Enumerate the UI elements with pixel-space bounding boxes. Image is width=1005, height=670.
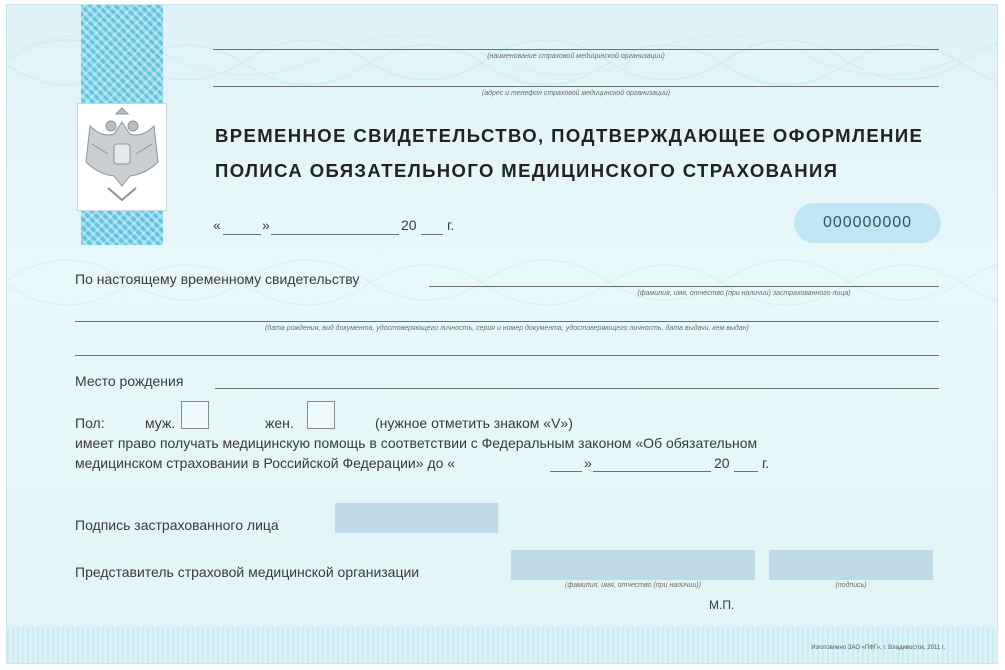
title-line-1: ВРЕМЕННОЕ СВИДЕТЕЛЬСТВО, ПОДТВЕРЖДАЮЩЕЕ ОФОРМЛЕНИЕ [215, 125, 924, 146]
stamp-label: М.П. [709, 598, 735, 612]
date-year-field[interactable] [421, 234, 443, 235]
insured-signature-box[interactable] [335, 503, 498, 533]
valid-until-month-field[interactable] [593, 471, 711, 472]
representative-sign-box[interactable] [769, 550, 933, 580]
insured-name-caption: (фамилия, имя, отчество (при наличии) застрахованного лица) [637, 290, 851, 297]
insured-signature-label: Подпись застрахованного лица [75, 517, 279, 533]
date-year-suffix: г. [447, 217, 455, 233]
female-label: жен. [265, 415, 294, 431]
valid-until-day-close: » [584, 455, 592, 471]
representative-label: Представитель страховой медицинской организации [75, 564, 420, 580]
date-day-close: » [262, 217, 270, 233]
representative-name-box[interactable] [511, 550, 755, 580]
title-line-2: ПОЛИСА ОБЯЗАТЕЛЬНОГО МЕДИЦИНСКОГО СТРАХОВАНИЯ [215, 160, 839, 181]
date-month-field[interactable] [271, 234, 399, 235]
representative-sign-caption: (подпись) [835, 582, 867, 589]
insured-document-line-2[interactable] [75, 355, 939, 356]
date-year-prefix: 20 [401, 217, 417, 233]
emblem-frame [77, 103, 167, 211]
insured-name-line[interactable] [429, 286, 939, 287]
serial-number-badge: 000000000 [794, 203, 941, 243]
org-address-line[interactable] [213, 86, 939, 87]
male-label: муж. [145, 415, 176, 431]
date-day-open: « [213, 217, 221, 233]
insured-document-line[interactable] [75, 321, 939, 322]
org-address-caption: (адрес и телефон страховой медицинской организации) [481, 90, 671, 97]
sex-label: Пол: [75, 415, 105, 431]
male-checkbox[interactable] [181, 401, 209, 429]
printer-imprint: Изготовлено ЗАО «ПФГ», г. Владивосток, 2011 г. [811, 645, 945, 651]
certificate-intro: По настоящему временному свидетельству [75, 271, 360, 287]
temporary-certificate [6, 4, 998, 664]
insured-document-caption: (дата рождения, вид документа, удостоверяющего личность, серия и номер документа, удостоверяющего личность, дата выдачи, кем выдан) [265, 325, 749, 332]
mark-hint: (нужное отметить знаком «V») [375, 415, 573, 431]
valid-until-year-field[interactable] [734, 471, 758, 472]
org-name-line[interactable] [213, 49, 939, 50]
org-name-caption: (наименование страховой медицинской организации) [487, 53, 665, 60]
representative-name-caption: (фамилия, имя, отчество (при наличии)) [565, 582, 701, 589]
valid-until-year-prefix: 20 [714, 455, 730, 471]
valid-until-day-field[interactable] [550, 471, 582, 472]
birthplace-label: Место рождения [75, 373, 184, 389]
female-checkbox[interactable] [307, 401, 335, 429]
birthplace-line[interactable] [215, 388, 939, 389]
date-day-field[interactable] [223, 234, 261, 235]
valid-until-year-suffix: г. [762, 455, 770, 471]
rights-line-1: имеет право получать медицинскую помощь в соответствии с Федеральным законом «Об обязательном [75, 435, 758, 451]
rights-line-2: медицинском страховании в Российской Федерации» до « [75, 455, 456, 471]
russian-eagle-icon [78, 104, 166, 210]
